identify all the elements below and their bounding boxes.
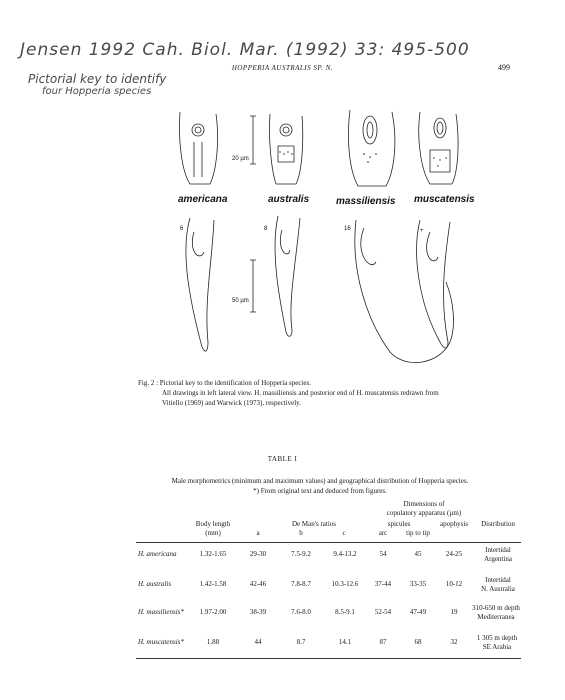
row3-dist2: Mediterranea (477, 613, 515, 621)
header-tip-to-tip: tip to tip (406, 529, 430, 537)
header-mm: (mm) (205, 529, 221, 537)
row1-species: H. americana (138, 550, 177, 558)
row1-dist1: Intertidal (485, 546, 511, 554)
row2-species: H. australis (138, 580, 172, 588)
row2-b: 7.8-8.7 (291, 580, 311, 588)
figure-number-4: + (420, 228, 424, 234)
row3-b: 7.6-8.0 (291, 608, 311, 616)
running-head: HOPPERIA AUSTRALIS SP. N. (231, 64, 334, 72)
species-label-australis: australis (268, 194, 310, 205)
row3-arc: 52-54 (374, 608, 392, 616)
row2-c: 10.3-12.6 (331, 580, 359, 588)
species-label-muscatensis: muscatensis (414, 194, 475, 205)
row2-apophysis: 10-12 (445, 580, 463, 588)
species-label-massiliensis: massiliensis (336, 196, 396, 207)
figure-number-3: 16 (344, 226, 351, 232)
row3-dist1: 310-650 m depth (472, 604, 520, 612)
caption-line-3: Vitiello (1969) and Warwick (1973), respectively. (162, 399, 301, 407)
row2-arc: 37-44 (374, 580, 392, 588)
handwritten-note-line1: Pictorial key to identify (28, 72, 167, 86)
row4-b: 8.7 (296, 638, 306, 646)
row3-body: 1.97-2.00 (199, 608, 227, 616)
row1-apophysis: 24-25 (445, 550, 463, 558)
row2-dist1: Intertidal (485, 576, 511, 584)
caption-line-2: All drawings in left lateral view. H. massiliensis and posterior end of H. muscatensis redrawn from (162, 389, 439, 397)
row3-c: 8.5-9.1 (335, 608, 355, 616)
header-dimensions: Dimensions of (403, 500, 445, 508)
page-number: 499 (498, 63, 510, 72)
scale-label-top: 20 µm (232, 156, 249, 162)
header-apophysis: apophysis (440, 520, 468, 528)
row4-dist1: 1 305 m depth (476, 634, 518, 642)
scale-label-bottom: 50 µm (232, 298, 249, 304)
table-title: TABLE I (267, 455, 298, 463)
tail-drawing-americana (186, 218, 214, 351)
figure-number-2: 8 (264, 226, 268, 232)
row4-a: 44 (254, 638, 262, 646)
row1-b: 7.5-9.2 (291, 550, 311, 558)
row1-tip: 45 (414, 550, 422, 558)
header-b: b (299, 529, 303, 537)
row4-arc: 87 (379, 638, 387, 646)
table-rule-bottom (136, 658, 521, 659)
row4-species: H. muscatensis* (138, 638, 184, 646)
row1-dist2: Argentina (484, 555, 512, 563)
row3-tip: 47-49 (409, 608, 427, 616)
table-caption (110, 476, 530, 496)
caption-line-1: Fig. 2 : Pictorial key to the identification of Hopperia species. (138, 379, 312, 387)
header-spicules: spicules (387, 520, 411, 528)
head-drawing-massiliensis (348, 110, 394, 186)
header-body-length: Body length (195, 520, 231, 528)
figure-caption (138, 378, 538, 408)
table-rule-top (136, 542, 521, 543)
row4-body: 1.88 (206, 638, 220, 646)
row2-body: 1.42-1.58 (199, 580, 227, 588)
figure-drawing (150, 102, 490, 370)
tail-drawing-massiliensis (355, 220, 454, 363)
row3-apophysis: 19 (450, 608, 458, 616)
row2-dist2: N. Australia (481, 585, 515, 593)
row1-arc: 54 (379, 550, 387, 558)
row1-a: 29-30 (249, 550, 267, 558)
row1-c: 9.4-13.2 (333, 550, 357, 558)
header-a: a (256, 529, 260, 537)
figure-number-1: 6 (180, 226, 184, 232)
head-drawing-australis (269, 114, 302, 184)
row4-apophysis: 32 (450, 638, 458, 646)
header-de-mans: De Man's ratios (291, 520, 337, 528)
header-distribution: Distribution (481, 520, 515, 528)
scale-bar-bottom (250, 260, 256, 312)
tail-drawing-australis (275, 216, 300, 336)
row4-c: 14.1 (338, 638, 352, 646)
table-caption-line-1: Male morphometrics (minimum and maximum values) and geographical distribution of Hopperia species. (171, 477, 469, 485)
table-caption-line-2: *) From original text and deduced from figures. (253, 487, 387, 495)
row4-dist2: SE Arabia (482, 643, 512, 651)
head-drawing-americana (179, 112, 217, 184)
row3-a: 38-39 (249, 608, 267, 616)
row1-body: 1.32-1.65 (199, 550, 227, 558)
header-arc: arc (378, 529, 388, 537)
row4-tip: 68 (414, 638, 422, 646)
header-copulatory: copulatory apparatus (µm) (386, 509, 462, 517)
tail-drawing-muscatensis (417, 220, 450, 348)
scale-bar-top (250, 116, 256, 164)
header-c: c (342, 529, 346, 537)
species-label-americana: americana (178, 194, 228, 205)
row2-a: 42-46 (249, 580, 267, 588)
handwritten-citation: Jensen 1992 Cah. Biol. Mar. (1992) 33: 495-500 (20, 40, 470, 60)
handwritten-note-line2: four Hopperia species (42, 86, 152, 97)
nematode-figure (150, 102, 490, 370)
row2-tip: 33-35 (409, 580, 427, 588)
row3-species: H. massiliensis* (138, 608, 184, 616)
